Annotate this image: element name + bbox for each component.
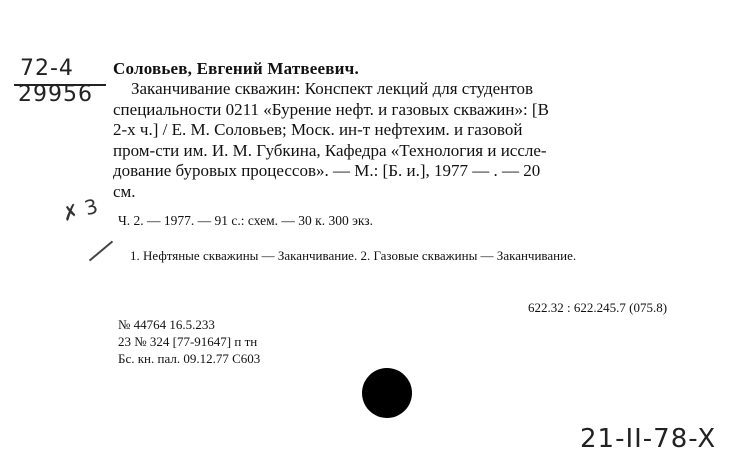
part-info: Ч. 2. — 1977. — 91 с.: схем. — 30 к. 300 экз. (118, 213, 373, 228)
registration-block (118, 316, 260, 367)
title-line: Заканчивание скважин: Конспект лекций для студентов (131, 79, 533, 98)
registration-line: Бс. кн. пал. 09.12.77 С603 (118, 351, 261, 366)
title-line: дование буровых процессов». — М.: [Б. и.], 1977 — . — 20 (113, 161, 541, 180)
handwritten-mark: ✗ 3 (59, 193, 101, 227)
card-punch-hole (362, 368, 412, 418)
udc-index: 622.32 : 622.245.7 (075.8) (528, 300, 668, 315)
registration-line: 23 № 324 [77-91647] п тн (118, 334, 258, 349)
title-line: специальности 0211 «Бурение нефт. и газовых скважин»: [В (113, 99, 549, 119)
title-line: 2-х ч.] / Е. М. Соловьев; Моск. ин-т нефтехим. и газовой (113, 120, 523, 139)
pencil-stroke (89, 241, 113, 262)
shelf-code-top: 72-4 (20, 56, 74, 81)
shelf-code-bottom: 29956 (18, 82, 93, 107)
author-heading: Соловьев, Евгений Матвеевич. (113, 59, 359, 78)
title-description (113, 79, 723, 202)
title-line: см. (113, 181, 136, 201)
registration-line: № 44764 16.5.233 (118, 317, 215, 332)
subject-notes: 1. Нефтяные скважины — Заканчивание. 2. Газовые скважины — Заканчивание. (130, 248, 577, 263)
handwritten-date: 21-II-78-X (580, 424, 717, 454)
title-line: пром-сти им. И. М. Губкина, Кафедра «Технология и иссле- (113, 140, 547, 160)
